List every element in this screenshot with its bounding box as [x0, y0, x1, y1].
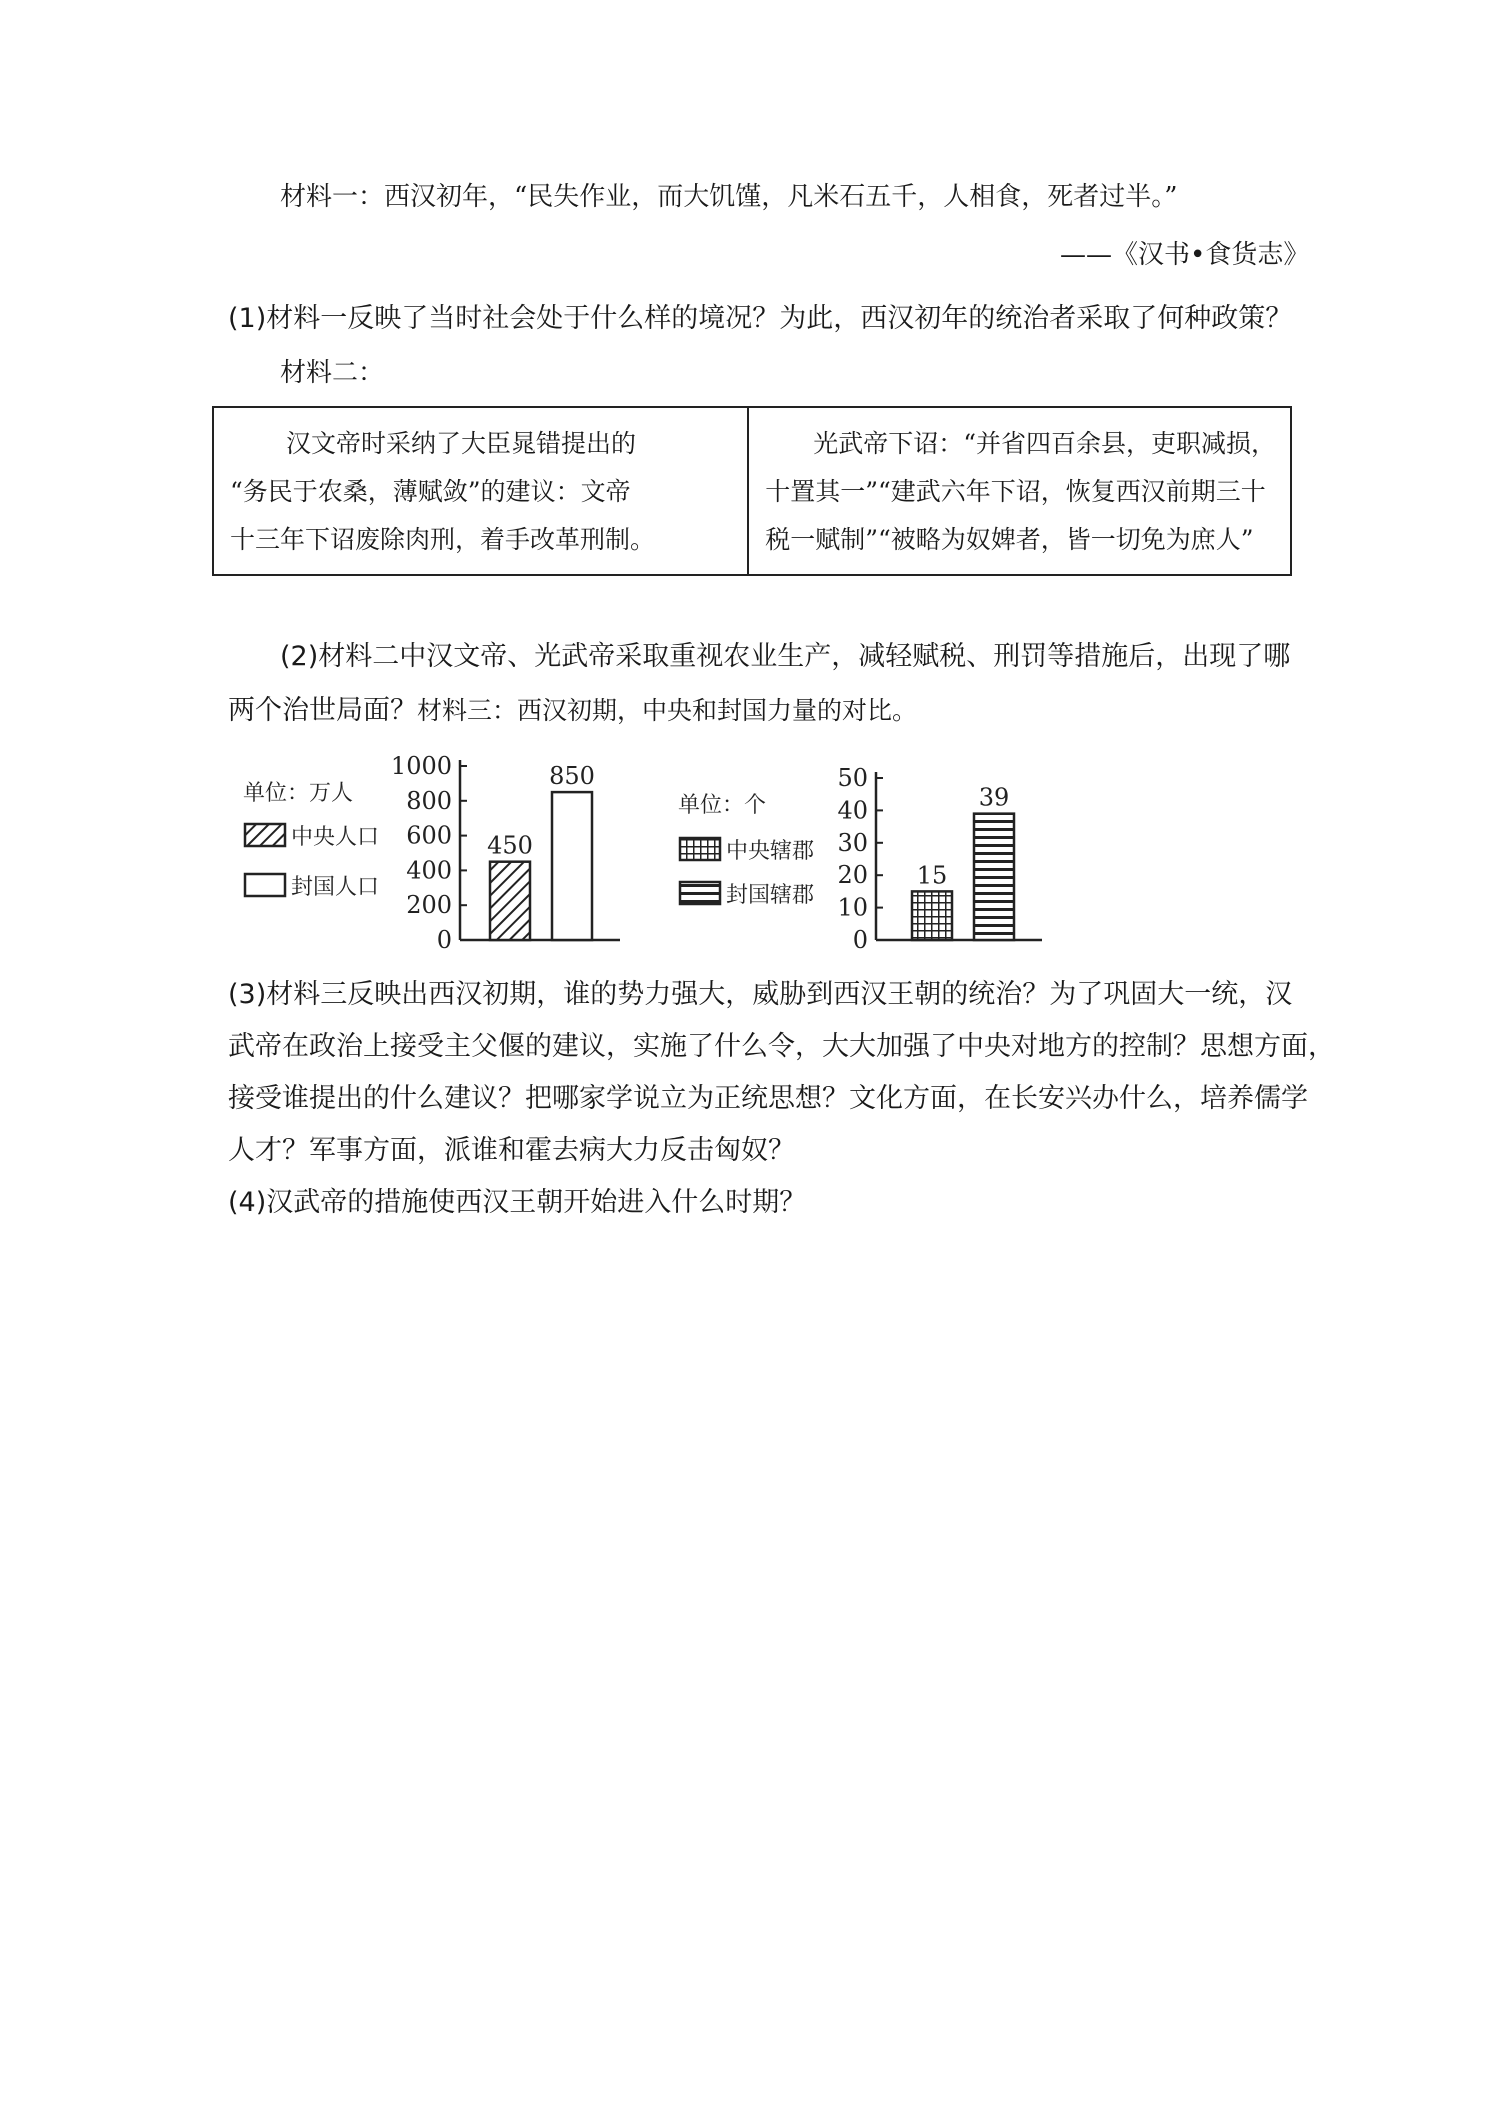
y-tick-label: 20	[837, 861, 868, 890]
y-tick-label: 200	[406, 891, 452, 920]
y-tick-label: 800	[406, 786, 452, 815]
legend-label: 封国人口	[291, 875, 380, 900]
bar-value-label: 450	[487, 831, 533, 860]
material2-right-cell	[748, 407, 1291, 575]
y-tick-label: 10	[837, 893, 868, 922]
material3-charts	[0, 748, 1488, 958]
legend-swatch	[680, 882, 720, 904]
material2-label: 材料二：	[280, 358, 385, 388]
legend-swatch	[245, 824, 285, 846]
y-tick-label: 50	[837, 764, 868, 792]
y-tick-label: 30	[837, 828, 868, 857]
material2-right-line: 税一赋制”“被略为奴婢者，皆一切免为庶人”	[765, 525, 1254, 554]
question-3-line: 武帝在政治上接受主父偃的建议，实施了什么令，大大加强了中央对地方的控制？思想方面，	[228, 1031, 1335, 1062]
population-chart	[243, 752, 620, 954]
unit-label: 单位：个	[678, 793, 767, 818]
bar	[912, 891, 952, 940]
bar-value-label: 850	[549, 762, 595, 791]
material2-table	[212, 406, 1292, 576]
question-2-line2	[228, 694, 917, 728]
question-3-line: 人才？军事方面，派谁和霍去病大力反击匈奴？	[228, 1135, 795, 1166]
legend-swatch	[245, 874, 285, 896]
question-3-line: 接受谁提出的什么建议？把哪家学说立为正统思想？文化方面，在长安兴办什么，培养儒学	[228, 1083, 1308, 1114]
legend-label: 中央辖郡	[726, 839, 815, 864]
material2-right-line: 十置其一”“建武六年下诏，恢复西汉前期三十	[765, 477, 1266, 506]
bar	[490, 862, 530, 940]
question-2-line1: (2)材料二中汉文帝、光武帝采取重视农业生产，减轻赋税、刑罚等措施后，出现了哪	[280, 641, 1291, 672]
material3-label: 材料三：西汉初期，中央和封国力量的对比。	[417, 696, 918, 725]
y-tick-label: 1000	[390, 752, 452, 780]
bar	[552, 792, 592, 940]
question-3-line: (3)材料三反映出西汉初期，谁的势力强大，威胁到西汉王朝的统治？为了巩固大一统，汉	[228, 979, 1293, 1010]
y-tick-label: 400	[406, 856, 452, 885]
material2-left-line: “务民于农桑，薄赋敛”的建议：文帝	[230, 477, 631, 506]
material1-text: 材料一：西汉初年，“民失作业，而大饥馑，凡米石五千，人相食，死者过半。”	[280, 182, 1178, 212]
legend-swatch	[680, 838, 720, 860]
material2-left-line: 汉文帝时采纳了大臣晁错提出的	[286, 429, 637, 458]
commandery-chart	[678, 764, 1042, 954]
y-tick-label: 0	[436, 926, 452, 954]
material2-left-line: 十三年下诏废除肉刑，着手改革刑制。	[230, 525, 656, 554]
unit-label: 单位：万人	[243, 781, 354, 806]
bar-value-label: 15	[916, 861, 948, 890]
y-tick-label: 40	[837, 796, 868, 825]
bar	[974, 814, 1014, 940]
material1-source: ——《汉书•食货志》	[1060, 240, 1310, 270]
legend-label: 封国辖郡	[726, 883, 815, 908]
question-4: (4)汉武帝的措施使西汉王朝开始进入什么时期？	[228, 1187, 807, 1218]
question-2-tail: 两个治世局面？	[228, 695, 417, 726]
material2-left-cell	[213, 407, 748, 575]
question-1: (1)材料一反映了当时社会处于什么样的境况？为此，西汉初年的统治者采取了何种政策？	[228, 303, 1293, 334]
y-tick-label: 0	[852, 926, 868, 954]
y-tick-label: 600	[406, 821, 452, 850]
legend-label: 中央人口	[291, 825, 380, 850]
material2-right-line: 光武帝下诏：“并省四百余县，吏职减损，	[813, 429, 1276, 458]
bar-value-label: 39	[978, 783, 1010, 812]
